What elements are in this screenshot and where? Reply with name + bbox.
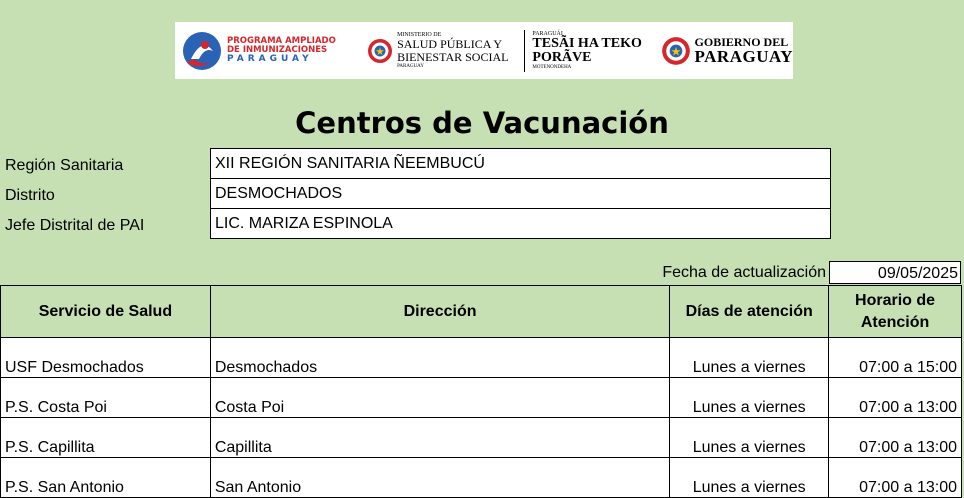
cell-servicio: P.S. San Antonio	[1, 458, 211, 498]
ministry-text-line3: BIENESTAR SOCIAL	[397, 50, 509, 65]
pai-logo	[175, 22, 353, 79]
paraguay-seal-icon	[367, 38, 393, 64]
cell-dias: Lunes a viernes	[670, 338, 829, 378]
region-label: Región Sanitaria	[5, 157, 124, 174]
header-dias: Días de atención	[670, 286, 829, 338]
vaccination-table	[0, 285, 962, 498]
cell-direccion: Capillita	[210, 418, 669, 458]
tesai-text-line2: TESÃI HA TEKO	[532, 36, 642, 51]
paraguay-seal-icon	[661, 36, 691, 66]
cell-horario: 07:00 a 13:00	[829, 418, 962, 458]
header-horario: Horario de Atención	[829, 286, 962, 338]
table-row	[1, 458, 962, 498]
cell-servicio: USF Desmochados	[1, 338, 211, 378]
cell-direccion: Desmochados	[210, 338, 669, 378]
header-direccion: Dirección	[210, 286, 669, 338]
jefe-label: Jefe Distrital de PAI	[5, 217, 145, 234]
pai-text-line3: PARAGUAY	[227, 54, 313, 64]
tesai-logo	[524, 30, 642, 72]
cell-horario: 07:00 a 13:00	[829, 458, 962, 498]
cell-dias: Lunes a viernes	[670, 458, 829, 498]
pai-logo-icon	[181, 29, 223, 73]
pai-text-line1: PROGRAMA AMPLIADO	[227, 36, 336, 46]
jefe-value: LIC. MARIZA ESPINOLA	[215, 215, 393, 232]
cell-dias: Lunes a viernes	[670, 378, 829, 418]
info-box	[210, 148, 831, 239]
ministry-text-line4: PARAGUAY	[397, 63, 424, 69]
cell-servicio: P.S. Capillita	[1, 418, 211, 458]
gobierno-text-line2: PARAGUAY	[694, 47, 793, 66]
ministry-logo	[353, 22, 524, 79]
gobierno-logo	[643, 22, 793, 79]
cell-horario: 07:00 a 13:00	[829, 378, 962, 418]
pai-text-line2: DE INMUNIZACIONES	[227, 44, 328, 55]
cell-dias: Lunes a viernes	[670, 418, 829, 458]
ministry-text-line1: MINISTERIO DE	[397, 32, 442, 39]
cell-horario: 07:00 a 15:00	[829, 338, 962, 378]
region-value: XII REGIÓN SANITARIA ÑEEMBUCÚ	[211, 149, 830, 179]
cell-direccion: Costa Poi	[210, 378, 669, 418]
table-header-row	[1, 286, 962, 338]
tesai-text-line3: PORÃVE	[532, 50, 592, 65]
cell-direccion: San Antonio	[210, 458, 669, 498]
ministry-text-line2: SALUD PÚBLICA Y	[397, 37, 502, 52]
tesai-text-line1: PARAGUÁI	[532, 31, 563, 37]
cell-servicio: P.S. Costa Poi	[1, 378, 211, 418]
gobierno-text-line1: GOBIERNO DEL	[694, 35, 789, 49]
logo-banner	[175, 22, 793, 79]
fecha-value: 09/05/2025	[829, 261, 961, 284]
tesai-text-line4: MOTENONDEHA	[532, 65, 572, 70]
distrito-label: Distrito	[5, 187, 55, 204]
table-row	[1, 378, 962, 418]
fecha-label: Fecha de actualización	[662, 264, 826, 281]
header-servicio: Servicio de Salud	[1, 286, 211, 338]
distrito-value: DESMOCHADOS	[211, 179, 830, 209]
table-row	[1, 418, 962, 458]
table-row	[1, 338, 962, 378]
page-title: Centros de Vacunación	[295, 106, 669, 140]
